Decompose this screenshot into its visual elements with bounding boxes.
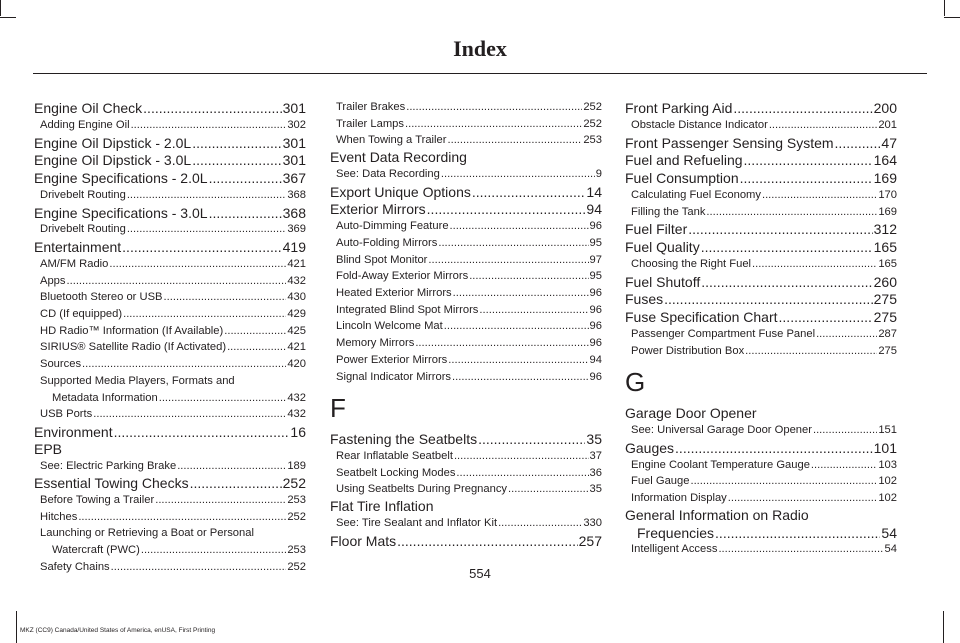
dot-leader — [164, 289, 287, 306]
index-entry-text: Front Passenger Sensing System — [625, 134, 834, 151]
index-entry-text: Sources — [40, 358, 82, 371]
dot-leader — [406, 99, 582, 116]
index-subentry — [625, 422, 897, 439]
dot-leader — [159, 390, 287, 407]
dot-leader — [82, 356, 286, 373]
index-entry-text: Drivebelt Routing — [40, 188, 126, 201]
dot-leader — [762, 187, 877, 204]
index-entry-text: Intelligent Access — [631, 543, 718, 556]
dot-leader — [688, 221, 872, 238]
index-subentry — [34, 509, 306, 526]
dot-leader — [141, 542, 286, 559]
dot-leader — [813, 422, 877, 439]
dot-leader — [472, 184, 586, 201]
index-entry-page: 101 — [873, 439, 897, 456]
dot-leader — [67, 273, 287, 290]
dot-leader — [701, 274, 872, 291]
index-subentry — [625, 326, 897, 343]
dot-leader — [744, 152, 873, 169]
dot-leader — [745, 343, 877, 360]
index-subentry — [34, 356, 306, 373]
index-entry-page: 369 — [287, 223, 306, 236]
index-subentry — [625, 473, 897, 490]
index-entry-page: 102 — [878, 475, 897, 488]
dot-leader — [444, 318, 589, 335]
index-entry-text: Fastening the Seatbelts — [330, 431, 478, 448]
index-entry-page: 252 — [583, 101, 602, 113]
dot-leader — [192, 135, 281, 152]
crop-mark — [0, 17, 16, 18]
dot-leader — [478, 431, 585, 448]
index-entry-text: Passenger Compartment Fuse Panel — [631, 327, 816, 340]
dot-leader — [227, 339, 286, 356]
index-entry-text: Trailer Brakes — [336, 101, 406, 113]
index-entry-text: Engine Oil Check — [34, 100, 143, 116]
index-subentry — [34, 273, 306, 290]
index-entry-page: 170 — [878, 188, 897, 201]
index-entry-page: 419 — [282, 239, 306, 256]
index-entry — [330, 184, 602, 201]
index-entry-page: 9 — [595, 167, 602, 180]
dot-leader — [415, 335, 588, 352]
index-entry-text: Fuel Quality — [625, 239, 700, 256]
index-subentry — [34, 458, 306, 475]
index-heading-entry: Garage Door Opener — [625, 405, 757, 422]
index-subentry — [625, 541, 897, 558]
index-entry — [625, 239, 897, 256]
index-entry-page: 96 — [589, 337, 602, 350]
index-entry-text: Adding Engine Oil — [40, 118, 130, 131]
index-entry — [625, 309, 897, 326]
dot-leader — [452, 369, 589, 386]
dot-leader — [453, 285, 589, 302]
index-entry-page: 252 — [287, 510, 306, 523]
dot-leader — [469, 268, 588, 285]
dot-leader — [190, 475, 282, 492]
index-entry-page: 201 — [878, 118, 897, 131]
index-entry-text: Floor Mats — [330, 532, 397, 549]
index-entry-page: 260 — [873, 273, 897, 290]
dot-leader — [479, 302, 588, 319]
index-entry — [34, 205, 306, 222]
index-entry-page: 36 — [589, 466, 602, 479]
index-entry — [34, 170, 306, 187]
index-subentry — [34, 406, 306, 423]
dot-leader — [448, 352, 588, 369]
index-entry-page: 420 — [287, 358, 306, 371]
index-subentry — [625, 204, 897, 221]
index-entry-text: Rear Inflatable Seatbelt — [336, 450, 453, 463]
page-title: Index — [453, 36, 507, 61]
index-subentry-line: Supported Media Players, Formats and — [40, 374, 235, 387]
index-entry-text: Information Display — [631, 492, 727, 505]
index-entry-page: 253 — [287, 544, 306, 557]
index-entry-text: USB Ports — [40, 408, 93, 421]
index-entry-page: 151 — [878, 424, 897, 437]
dot-leader — [123, 306, 286, 323]
index-entry-page: 368 — [282, 204, 306, 221]
index-entry-text: Fuel Gauge — [631, 475, 690, 488]
index-heading-entry: Event Data Recording — [330, 149, 467, 166]
index-entry-page: 96 — [589, 287, 602, 300]
crop-mark — [944, 0, 945, 16]
index-entry-page: 253 — [583, 134, 602, 147]
index-entry-page: 253 — [287, 494, 306, 507]
index-entry-text: Essential Towing Checks — [34, 475, 189, 492]
index-subentry — [330, 268, 602, 285]
index-entry — [625, 440, 897, 457]
dot-leader — [209, 205, 282, 222]
index-entry-text: Engine Specifications - 2.0L — [34, 170, 208, 187]
index-entry-text: Fuel and Refueling — [625, 152, 743, 169]
dot-leader — [127, 221, 287, 238]
index-subentry — [330, 218, 602, 235]
index-heading-entry: Flat Tire Inflation — [330, 498, 434, 515]
crop-mark — [944, 17, 960, 18]
index-entry-text: See: Tire Sealant and Inflator Kit — [336, 516, 498, 529]
index-entry-page: 252 — [282, 475, 306, 492]
index-entry-text: Engine Specifications - 3.0L — [34, 204, 208, 221]
dot-leader — [715, 525, 880, 542]
index-subentry — [34, 117, 306, 134]
index-entry-page: 432 — [287, 408, 306, 421]
index-entry-text: Entertainment — [34, 239, 122, 256]
dot-leader — [78, 509, 286, 526]
dot-leader — [122, 239, 281, 256]
index-entry-text: Blind Spot Monitor — [336, 253, 428, 266]
index-subentry — [34, 187, 306, 204]
index-entry — [625, 135, 897, 152]
index-entry-page: 430 — [287, 291, 306, 304]
index-entry-text: Auto-Folding Mirrors — [336, 236, 438, 249]
index-entry-text: Power Exterior Mirrors — [336, 353, 448, 366]
dot-leader — [397, 533, 578, 550]
index-entry-page: 252 — [287, 560, 306, 573]
index-entry — [34, 424, 306, 441]
dot-leader — [701, 239, 873, 256]
index-subentry — [34, 339, 306, 356]
index-entry-page: 54 — [884, 543, 897, 556]
dot-leader — [427, 201, 586, 218]
index-entry — [34, 100, 306, 117]
index-entry-page: 432 — [287, 274, 306, 287]
dot-leader — [718, 541, 883, 558]
index-entry-text: See: Electric Parking Brake — [40, 459, 177, 472]
index-entry-text: See: Data Recording — [336, 167, 440, 180]
dot-leader — [816, 326, 877, 343]
index-entry-page: 95 — [589, 236, 602, 249]
index-entry-text: Engine Oil Dipstick - 2.0L — [34, 134, 192, 151]
index-entry-page: 16 — [290, 423, 306, 440]
index-entry-text: SIRIUS® Satellite Radio (If Activated) — [40, 341, 227, 354]
index-entry-page: 330 — [583, 516, 602, 529]
index-entry-text: Lincoln Welcome Mat — [336, 320, 443, 333]
dot-leader — [835, 135, 881, 152]
index-subentry — [625, 256, 897, 273]
index-subentry — [330, 515, 602, 532]
dot-leader — [811, 457, 877, 474]
index-subentry — [330, 352, 602, 369]
index-entry — [625, 170, 897, 187]
index-subentry — [34, 306, 306, 323]
index-subentry — [330, 448, 602, 465]
dot-leader — [405, 116, 582, 133]
index-entry-page: 165 — [878, 257, 897, 270]
index-entry-text: HD Radio™ Information (If Available) — [40, 324, 224, 337]
index-entry-text: Metadata Information — [52, 391, 158, 404]
dot-leader — [93, 406, 286, 423]
index-subentry — [34, 390, 306, 407]
dot-leader — [428, 252, 588, 269]
index-entry-page: 252 — [583, 117, 602, 130]
index-subentry — [330, 116, 602, 133]
index-entry-page: 14 — [586, 183, 602, 200]
dot-leader — [706, 204, 877, 221]
index-entry-page: 368 — [287, 188, 306, 201]
index-entry-text: Watercraft (PWC) — [52, 544, 140, 557]
index-entry-text: Choosing the Right Fuel — [631, 257, 752, 270]
index-subentry — [330, 318, 602, 335]
index-entry-text: Fuel Shutoff — [625, 273, 701, 290]
index-entry — [330, 533, 602, 550]
index-subentry — [34, 542, 306, 559]
index-entry-text: Environment — [34, 423, 113, 440]
dot-leader — [131, 117, 287, 134]
index-entry-page: 169 — [873, 170, 897, 187]
index-subentry — [34, 256, 306, 273]
index-entry — [625, 525, 897, 542]
index-entry-page: 312 — [873, 221, 897, 238]
index-entry-text: Obstacle Distance Indicator — [631, 118, 768, 131]
index-entry-text: When Towing a Trailer — [336, 134, 447, 147]
index-entry-text: Fuse Specification Chart — [625, 309, 778, 326]
dot-leader — [740, 170, 873, 187]
index-entry — [34, 135, 306, 152]
index-subentry — [625, 343, 897, 360]
index-entry-text: CD (If equipped) — [40, 308, 123, 320]
index-entry-page: 302 — [287, 118, 306, 131]
index-entry-text: Export Unique Options — [330, 183, 471, 200]
dot-leader — [127, 187, 287, 204]
dot-leader — [109, 256, 286, 273]
index-subentry — [625, 187, 897, 204]
index-entry-page: 103 — [878, 458, 897, 471]
index-entry-text: Engine Coolant Temperature Gauge — [631, 458, 810, 471]
index-entry-page: 54 — [881, 524, 897, 541]
dot-leader — [450, 218, 589, 235]
index-subentry — [330, 166, 602, 183]
index-entry-page: 421 — [287, 257, 306, 270]
dot-leader — [690, 473, 877, 490]
dot-leader — [114, 424, 290, 441]
index-entry-page: 96 — [589, 370, 602, 383]
dot-leader — [454, 448, 589, 465]
index-entry-text: Auto-Dimming Feature — [336, 220, 449, 233]
index-entry — [625, 100, 897, 117]
index-subentry — [330, 369, 602, 386]
dot-leader — [438, 235, 588, 252]
index-entry-page: 425 — [287, 324, 306, 337]
index-entry-text: Calculating Fuel Economy — [631, 188, 761, 201]
index-subentry — [34, 289, 306, 306]
index-entry-text: Fuel Filter — [625, 221, 688, 238]
crop-mark — [943, 611, 944, 643]
index-entry — [625, 274, 897, 291]
index-entry-text: Engine Oil Dipstick - 3.0L — [34, 152, 192, 169]
index-entry — [34, 239, 306, 256]
index-entry-text: Fold-Away Exterior Mirrors — [336, 270, 469, 283]
edition-footer: MKZ (CC9) Canada/United States of America, enUSA, First Printing — [20, 627, 216, 634]
index-entry-page: 97 — [589, 253, 602, 266]
index-entry-text: Apps — [40, 274, 66, 287]
index-entry-page: 367 — [282, 170, 306, 187]
index-entry-page: 94 — [589, 353, 602, 366]
index-entry-text: Fuel Consumption — [625, 170, 739, 187]
index-entry-page: 96 — [589, 320, 602, 333]
index-subentry-line: Launching or Retrieving a Boat or Personal — [40, 527, 254, 540]
section-letter: F — [330, 393, 346, 424]
index-subentry — [330, 99, 602, 116]
header-rule — [33, 73, 927, 74]
index-entry-page: 102 — [878, 492, 897, 505]
index-entry-text: Seatbelt Locking Modes — [336, 466, 456, 479]
index-entry-text: AM/FM Radio — [40, 257, 109, 270]
index-entry — [330, 201, 602, 218]
index-entry-page: 200 — [873, 100, 897, 116]
index-subentry — [330, 481, 602, 498]
index-entry-page: 275 — [878, 344, 897, 357]
index-entry-page: 35 — [589, 483, 602, 496]
index-heading-entry: EPB — [34, 440, 63, 457]
index-entry-page: 301 — [282, 152, 306, 169]
index-entry-page: 287 — [878, 327, 897, 340]
index-entry-text: Filling the Tank — [631, 205, 706, 218]
index-entry-text: Exterior Mirrors — [330, 201, 426, 218]
index-entry-page: 432 — [287, 391, 306, 404]
index-entry — [625, 152, 897, 169]
index-subentry — [625, 117, 897, 134]
index-entry-text: Gauges — [625, 439, 675, 456]
index-entry-page: 301 — [282, 134, 306, 151]
index-entry — [625, 221, 897, 238]
dot-leader — [155, 492, 286, 509]
index-entry-page: 37 — [589, 450, 602, 463]
index-subentry — [330, 235, 602, 252]
index-entry — [625, 291, 897, 308]
index-entry-page: 96 — [589, 220, 602, 233]
dot-leader — [498, 515, 582, 532]
dot-leader — [664, 291, 873, 308]
index-entry-text: Power Distribution Box — [631, 344, 745, 357]
index-entry-text: Front Parking Aid — [625, 100, 733, 116]
index-subentry — [330, 302, 602, 319]
index-entry-page: 35 — [586, 431, 602, 448]
dot-leader — [508, 481, 589, 498]
page-number: 554 — [469, 566, 491, 581]
index-entry-text: Safety Chains — [40, 560, 110, 573]
index-entry-text: Hitches — [40, 510, 78, 523]
crop-mark — [0, 0, 1, 16]
index-column-2 — [330, 99, 602, 549]
index-entry-page: 275 — [873, 309, 897, 326]
index-entry-text: Heated Exterior Mirrors — [336, 287, 452, 300]
index-subentry — [330, 335, 602, 352]
index-entry-page: 421 — [287, 341, 306, 354]
dot-leader — [192, 152, 281, 169]
index-subentry — [625, 490, 897, 507]
index-entry-text: Signal Indicator Mirrors — [336, 370, 452, 383]
dot-leader — [209, 170, 282, 187]
index-entry-text: Fuses — [625, 291, 664, 308]
index-entry-page: 165 — [873, 239, 897, 256]
index-entry — [34, 475, 306, 492]
index-entry-page: 164 — [873, 152, 897, 169]
index-entry-page: 429 — [287, 308, 306, 320]
index-entry — [330, 431, 602, 448]
index-entry-line: General Information on Radio — [625, 506, 809, 523]
index-subentry — [330, 132, 602, 149]
index-entry-page: 169 — [878, 205, 897, 218]
section-letter: G — [625, 367, 646, 398]
index-entry-page: 94 — [586, 201, 602, 218]
index-entry-text: See: Universal Garage Door Opener — [631, 424, 812, 437]
dot-leader — [752, 256, 877, 273]
dot-leader — [441, 166, 595, 183]
index-subentry — [330, 285, 602, 302]
index-entry-page: 95 — [589, 270, 602, 283]
index-column-3 — [625, 99, 897, 558]
index-entry-page: 301 — [282, 100, 306, 116]
crop-mark — [16, 611, 17, 643]
index-subentry — [330, 465, 602, 482]
index-entry-text: Frequencies — [637, 524, 715, 541]
index-entry-page: 275 — [873, 291, 897, 308]
index-entry — [34, 152, 306, 169]
index-subentry — [34, 323, 306, 340]
index-entry-text: Before Towing a Trailer — [40, 494, 155, 507]
index-subentry — [625, 457, 897, 474]
dot-leader — [675, 440, 873, 457]
index-entry-page: 96 — [589, 303, 602, 316]
index-entry-text: Using Seatbelts During Pregnancy — [336, 483, 508, 496]
dot-leader — [728, 490, 878, 507]
index-entry-page: 257 — [578, 532, 602, 549]
dot-leader — [143, 100, 281, 117]
index-entry-text: Memory Mirrors — [336, 337, 415, 350]
index-column-1 — [34, 99, 306, 576]
index-entry-text: Bluetooth Stereo or USB — [40, 291, 163, 304]
index-subentry — [34, 221, 306, 238]
dot-leader — [177, 458, 286, 475]
dot-leader — [779, 309, 873, 326]
index-entry-text: Trailer Lamps — [336, 117, 404, 130]
dot-leader — [224, 323, 286, 340]
index-subentry — [34, 492, 306, 509]
index-entry-page: 189 — [287, 459, 306, 472]
index-subentry — [330, 252, 602, 269]
index-entry-text: Drivebelt Routing — [40, 223, 126, 236]
dot-leader — [447, 132, 582, 149]
dot-leader — [769, 117, 878, 134]
index-entry-page: 47 — [881, 134, 897, 151]
dot-leader — [733, 100, 872, 117]
dot-leader — [456, 465, 588, 482]
index-entry-text: Integrated Blind Spot Mirrors — [336, 303, 479, 316]
